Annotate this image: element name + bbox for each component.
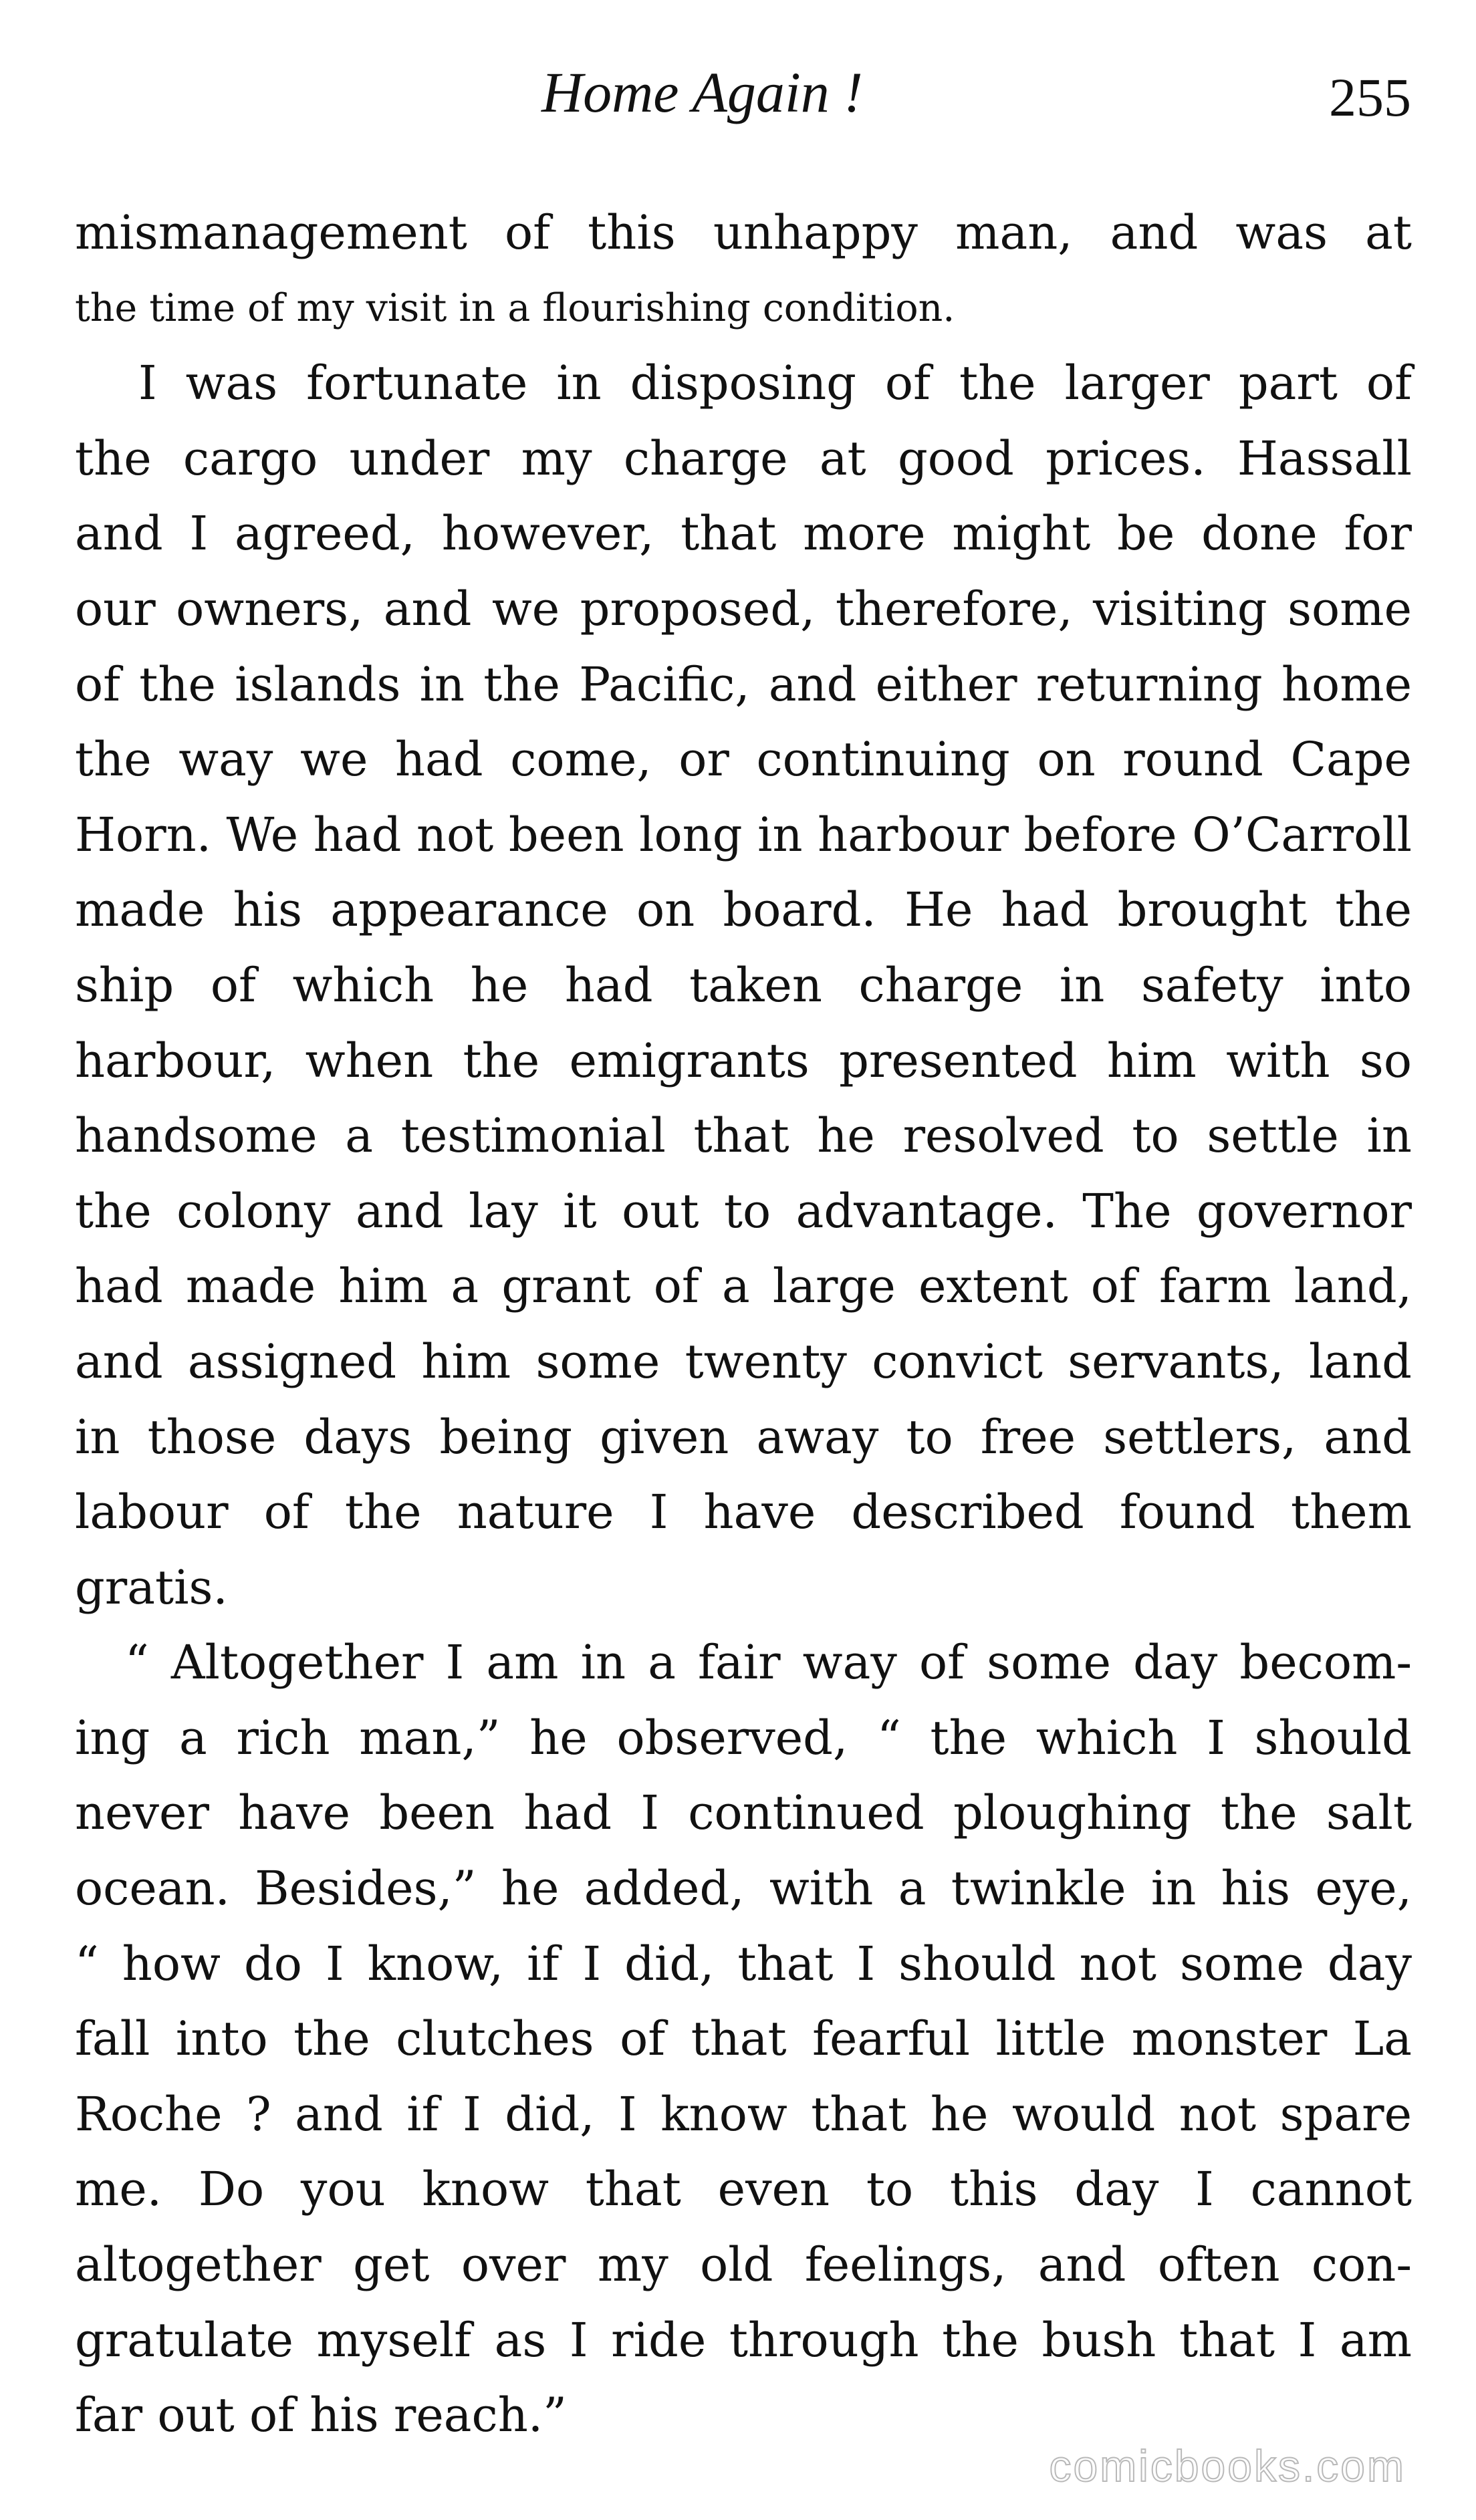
text-line: in those days being given away to free settlers, and (75, 1409, 1412, 1465)
text-line: ship of which he had taken charge in safety into (75, 957, 1412, 1013)
text-line: our owners, and we proposed, therefore, visiting some (75, 581, 1412, 636)
text-line: altogether get over my old feelings, and often con- (75, 2237, 1412, 2293)
text-line: ing a rich man,” he observed, “ the which I should (75, 1710, 1412, 1765)
running-head-title: Home Again ! (541, 60, 863, 124)
text-line: far out of his reach.” (75, 2388, 567, 2443)
body-text (75, 195, 1412, 2453)
text-line: harbour, when the emigrants presented him with so (75, 1033, 1412, 1088)
text-line: and assigned him some twenty convict servants, land (75, 1334, 1412, 1389)
text-line: labour of the nature I have described found them (75, 1485, 1412, 1540)
text-line: me. Do you know that even to this day I cannot (75, 2162, 1412, 2217)
text-line: gratulate myself as I ride through the bush that I am (75, 2312, 1412, 2368)
text-line: the cargo under my charge at good prices. Hassall (75, 430, 1412, 486)
text-line: handsome a testimonial that he resolved to settle in (75, 1108, 1412, 1164)
text-line: “ how do I know, if I did, that I should not some day (75, 1936, 1412, 1991)
text-line: Roche ? and if I did, I know that he would not spare (75, 2086, 1412, 2142)
text-line: never have been had I continued ploughing the salt (75, 1785, 1412, 1841)
text-line: the colony and lay it out to advantage. The governor (75, 1183, 1412, 1239)
text-line: made his appearance on board. He had brought the (75, 882, 1412, 938)
text-line: and I agreed, however, that more might be done for (75, 506, 1412, 561)
watermark: comicbooks.com (1049, 2441, 1406, 2491)
text-line: I was fortunate in disposing of the larger part of (138, 356, 1412, 411)
text-line: ocean. Besides,” he added, with a twinkle in his eye, (75, 1861, 1412, 1916)
text-line: of the islands in the Pacific, and either returning home (75, 656, 1412, 712)
text-line: the time of my visit in a flourishing condition. (75, 285, 955, 330)
text-line: had made him a grant of a large extent of farm land, (75, 1259, 1412, 1314)
text-line: fall into the clutches of that fearful little monster La (75, 2011, 1412, 2067)
text-line: Horn. We had not been long in harbour before O’Carroll (75, 807, 1412, 862)
text-line: gratis. (75, 1559, 228, 1615)
text-line: mismanagement of this unhappy man, and was at (75, 205, 1412, 260)
text-line: the way we had come, or continuing on round Cape (75, 732, 1412, 787)
text-line: “ Altogether I am in a fair way of some day becom- (125, 1635, 1412, 1690)
page-number: 255 (1329, 67, 1411, 128)
